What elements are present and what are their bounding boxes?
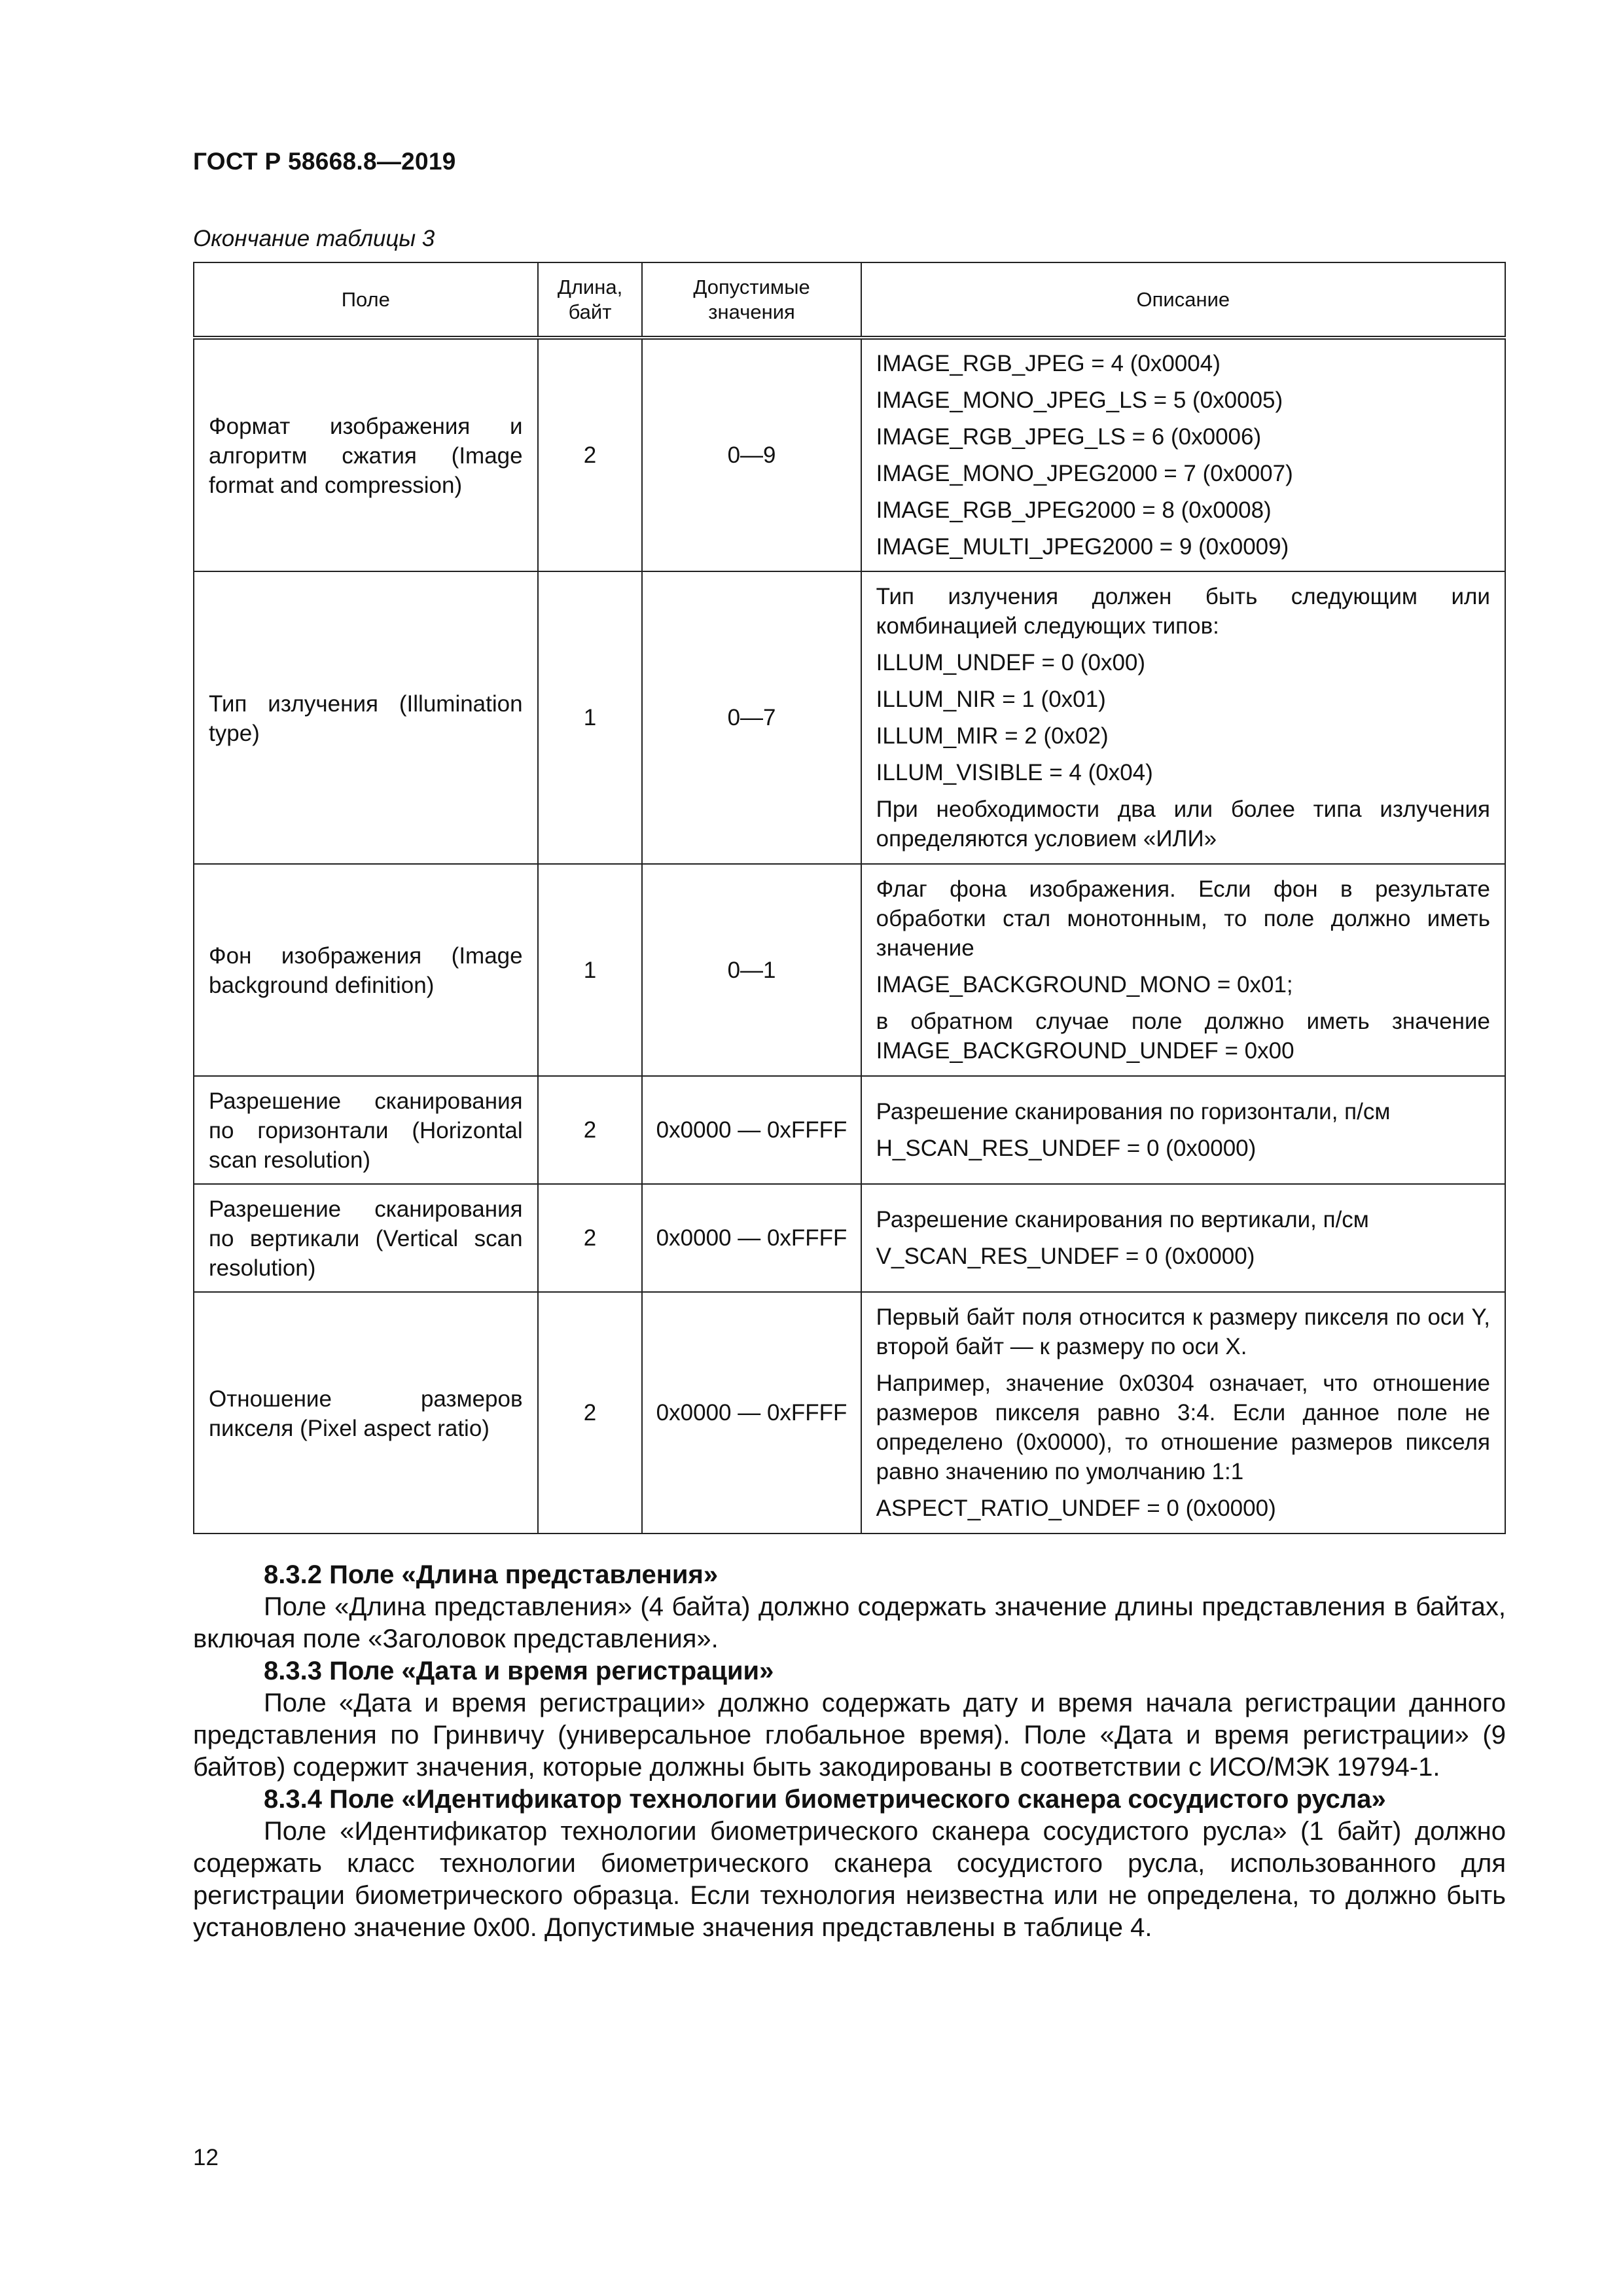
description-cell bbox=[861, 1184, 1505, 1292]
length-cell: 2 bbox=[538, 338, 643, 571]
description-line: IMAGE_BACKGROUND_MONO = 0x01; bbox=[876, 972, 1293, 997]
description-cell bbox=[861, 1292, 1505, 1534]
description-line: ASPECT_RATIO_UNDEF = 0 (0x0000) bbox=[876, 1496, 1276, 1521]
description-line: Первый байт поля относится к размеру пикселя по оси Y, второй байт — к размеру по оси X. bbox=[876, 1304, 1490, 1359]
col-header-field: Поле bbox=[194, 262, 538, 338]
length-cell: 2 bbox=[538, 1292, 643, 1534]
range-cell: 0—1 bbox=[642, 864, 861, 1076]
description-line: Флаг фона изображения. Если фон в результате обработки стал монотонным, то поле должно иметь значение bbox=[876, 876, 1490, 961]
range-cell: 0x0000 — 0xFFFF bbox=[642, 1184, 861, 1292]
field-cell: Разрешение сканирования по горизонтали (Horizontal scan resolution) bbox=[194, 1076, 538, 1184]
table-row bbox=[194, 1184, 1505, 1292]
description-line: ILLUM_MIR = 2 (0x02) bbox=[876, 723, 1109, 749]
description-line: в обратном случае поле должно иметь значение IMAGE_BACKGROUND_UNDEF = 0x00 bbox=[876, 1009, 1490, 1064]
description-line: IMAGE_RGB_JPEG = 4 (0x0004) bbox=[876, 351, 1221, 376]
table-header-row bbox=[194, 262, 1505, 338]
range-cell: 0—7 bbox=[642, 571, 861, 864]
field-cell: Разрешение сканирования по вертикали (Vertical scan resolution) bbox=[194, 1184, 538, 1292]
col-header-length: Длина, байт bbox=[538, 262, 643, 338]
table-row bbox=[194, 1076, 1505, 1184]
section-paragraph: Поле «Длина представления» (4 байта) должно содержать значение длины представления в байтах, включая поле «Заголовок представления». bbox=[193, 1592, 1506, 1653]
table-row bbox=[194, 571, 1505, 864]
description-line: ILLUM_VISIBLE = 4 (0x04) bbox=[876, 760, 1153, 785]
description-line: Разрешение сканирования по горизонтали, п/см bbox=[876, 1099, 1391, 1124]
table-caption: Окончание таблицы 3 bbox=[193, 226, 435, 251]
spec-table bbox=[193, 262, 1506, 1534]
description-line: Например, значение 0x0304 означает, что отношение размеров пикселя равно 3:4. Если данное поле не определено (0x0000), то отношение размеров пикселя равно значению по умолчанию 1:1 bbox=[876, 1371, 1490, 1484]
description-line: IMAGE_MULTI_JPEG2000 = 9 (0x0009) bbox=[876, 534, 1289, 560]
length-cell: 1 bbox=[538, 864, 643, 1076]
table-row bbox=[194, 864, 1505, 1076]
description-cell bbox=[861, 1076, 1505, 1184]
table-row bbox=[194, 338, 1505, 571]
field-cell: Отношение размеров пикселя (Pixel aspect ratio) bbox=[194, 1292, 538, 1534]
field-cell: Формат изображения и алгоритм сжатия (Image format and compression) bbox=[194, 338, 538, 571]
description-line: IMAGE_MONO_JPEG_LS = 5 (0x0005) bbox=[876, 387, 1283, 413]
description-cell bbox=[861, 864, 1505, 1076]
section-heading: 8.3.2 Поле «Длина представления» bbox=[264, 1560, 719, 1589]
description-line: IMAGE_MONO_JPEG2000 = 7 (0x0007) bbox=[876, 461, 1293, 486]
description-line: V_SCAN_RES_UNDEF = 0 (0x0000) bbox=[876, 1244, 1255, 1269]
description-line: ILLUM_UNDEF = 0 (0x00) bbox=[876, 650, 1146, 675]
description-line: IMAGE_RGB_JPEG2000 = 8 (0x0008) bbox=[876, 497, 1272, 523]
description-line: H_SCAN_RES_UNDEF = 0 (0x0000) bbox=[876, 1136, 1257, 1161]
col-header-description: Описание bbox=[861, 262, 1505, 338]
document-header: ГОСТ Р 58668.8—2019 bbox=[193, 148, 456, 175]
length-cell: 1 bbox=[538, 571, 643, 864]
body-text bbox=[193, 1559, 1506, 1944]
section-heading: 8.3.4 Поле «Идентификатор технологии биометрического сканера сосудистого русла» bbox=[264, 1785, 1386, 1814]
description-line: Тип излучения должен быть следующим или комбинацией следующих типов: bbox=[876, 584, 1490, 639]
page-number: 12 bbox=[193, 2145, 219, 2170]
description-cell bbox=[861, 571, 1505, 864]
section-heading: 8.3.3 Поле «Дата и время регистрации» bbox=[264, 1657, 774, 1685]
section-paragraph: Поле «Идентификатор технологии биометрического сканера сосудистого русла» (1 байт) должно содержать класс технологии биометрического сканера сосудистого русла, использованного для регистрации биометрического образца. Если технология неизвестна или не определена, то должно быть установлено значение 0x00. Допустимые значения представлены в таблице 4. bbox=[193, 1817, 1506, 1942]
range-cell: 0x0000 — 0xFFFF bbox=[642, 1076, 861, 1184]
description-cell bbox=[861, 338, 1505, 571]
length-cell: 2 bbox=[538, 1184, 643, 1292]
length-cell: 2 bbox=[538, 1076, 643, 1184]
field-cell: Фон изображения (Image background definition) bbox=[194, 864, 538, 1076]
table-row bbox=[194, 1292, 1505, 1534]
description-line: IMAGE_RGB_JPEG_LS = 6 (0x0006) bbox=[876, 424, 1262, 450]
section-paragraph: Поле «Дата и время регистрации» должно содержать дату и время начала регистрации данного представления по Гринвичу (универсальное глобальное время). Поле «Дата и время регистрации» (9 байтов) содержит значения, которые должны быть закодированы в соответствии с ИСО/МЭК 19794-1. bbox=[193, 1689, 1506, 1782]
description-line: ILLUM_NIR = 1 (0x01) bbox=[876, 687, 1106, 712]
range-cell: 0—9 bbox=[642, 338, 861, 571]
description-line: Разрешение сканирования по вертикали, п/см bbox=[876, 1207, 1369, 1232]
range-cell: 0x0000 — 0xFFFF bbox=[642, 1292, 861, 1534]
field-cell: Тип излучения (Illumination type) bbox=[194, 571, 538, 864]
description-line: При необходимости два или более типа излучения определяются условием «ИЛИ» bbox=[876, 797, 1490, 852]
col-header-range: Допустимые значения bbox=[642, 262, 861, 338]
